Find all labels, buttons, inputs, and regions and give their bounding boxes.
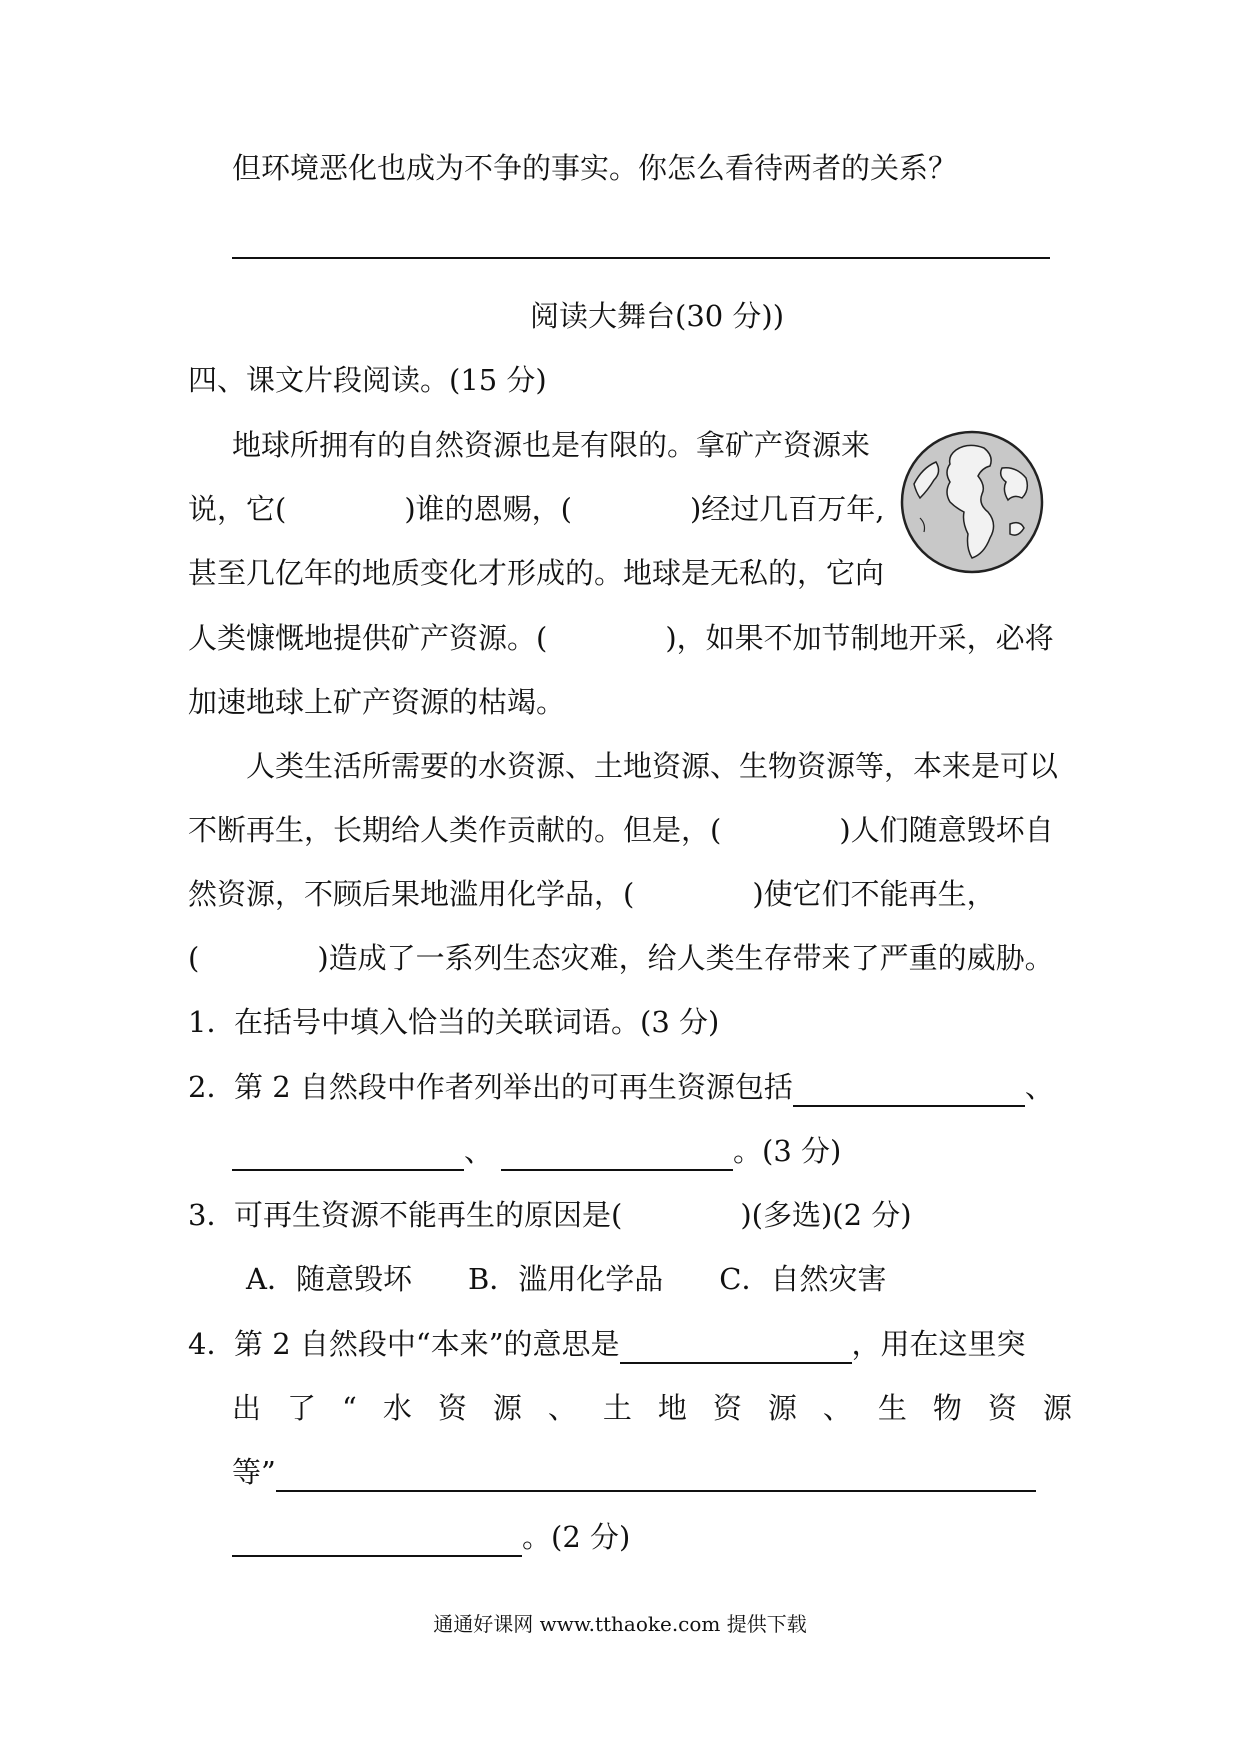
question-text: 第 2 自然段中作者列举出的可再生资源包括 [234,1070,793,1104]
answer-blank[interactable] [232,1139,464,1171]
passage-p2-line1: 人类生活所需要的水资源、土地资源、生物资源等，本来是可以 [246,749,1059,783]
passage-p1-line5: 加速地球上矿产资源的枯竭。 [188,685,566,719]
option-c[interactable]: C．自然灾害 [719,1262,887,1296]
passage-p2-line4 [188,938,1054,978]
question-3 [188,1195,912,1235]
passage-p1-line2 [188,489,885,529]
globe-icon [898,428,1046,576]
question-1 [188,1002,719,1042]
answer-blank[interactable] [620,1332,852,1364]
part-title: 四、课文片段阅读。(15 分) [188,363,547,397]
question-text: 第 2 自然段中“本来”的意思是 [234,1327,620,1361]
passage-p1-line1: 地球所拥有的自然资源也是有限的。拿矿产资源来 [232,428,871,462]
question-2 [188,1067,1054,1107]
question-2-line2 [232,1131,841,1171]
question-number: 2． [188,1070,236,1104]
question-number: 3． [188,1198,236,1232]
question-text: ，用在这里突 [851,1327,1026,1361]
text-fragment: ( [188,941,200,975]
text-fragment: 然资源，不顾后果地滥用化学品，( [188,877,635,911]
question-text: )(多选)(2 分) [740,1198,912,1232]
footer-credit: 通通好课网 www.tthaoke.com 提供下载 [433,1612,807,1636]
question-number: 4． [188,1327,236,1361]
question-text: 等” [232,1455,276,1489]
text-fragment: 说，它( [188,492,287,526]
text-fragment: )，如果不加节制地开采，必将 [665,621,1054,655]
text-fragment: 不断再生，长期给人类作贡献的。但是，( [188,813,722,847]
question-score: 。(2 分) [522,1520,631,1554]
question-text: 在括号中填入恰当的关联词语。(3 分) [234,1005,720,1039]
question-3-options [246,1259,886,1299]
separator: 、 [1024,1070,1054,1104]
question-score: 。(3 分) [733,1134,842,1168]
separator: 、 [464,1134,494,1168]
text-fragment: )人们随意毁坏自 [839,813,1054,847]
question-4-line4 [232,1517,630,1557]
section-heading: 阅读大舞台(30 分)) [530,299,785,333]
answer-line [232,257,1050,259]
passage-p1-line4 [188,618,1054,658]
question-number: 1． [188,1005,236,1039]
question-4-line2: 出了“水资源、土地资源、生物资源 [232,1391,1098,1425]
answer-blank[interactable] [276,1460,1036,1492]
text-fragment: )谁的恩赐，( [404,492,572,526]
text-fragment: 人类慷慨地提供矿产资源。( [188,621,548,655]
passage-p2-line2 [188,810,1054,850]
text-fragment: )造成了一系列生态灾难，给人类生存带来了严重的威胁。 [317,941,1054,975]
question-4-line3 [232,1452,1036,1492]
option-a[interactable]: A．随意毁坏 [246,1262,412,1296]
answer-blank[interactable] [501,1139,733,1171]
passage-p1-line3: 甚至几亿年的地质变化才形成的。地球是无私的，它向 [188,556,885,590]
text-fragment: )使它们不能再生， [752,877,996,911]
answer-blank[interactable] [793,1075,1025,1107]
option-b[interactable]: B．滥用化学品 [467,1262,664,1296]
answer-blank[interactable] [232,1525,522,1557]
question-tail: 但环境恶化也成为不争的事实。你怎么看待两者的关系？ [232,151,958,185]
text-fragment: )经过几百万年, [689,492,885,526]
question-4 [188,1324,1026,1364]
question-text: 可再生资源不能再生的原因是( [234,1198,623,1232]
passage-p2-line3 [188,874,996,914]
